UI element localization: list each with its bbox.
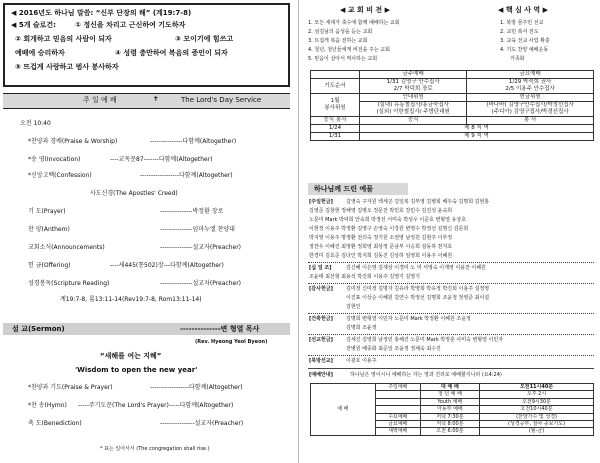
group-3-line-2: 이진표 이상순 이혜원 김연수 박정선 김명희 조윤정 정영준 최이설 [346, 295, 490, 301]
group-1-line-6: 정찬우 이혜진 최영환 정희영 최상정 문남부 이승희 설동하 천지호 [309, 244, 453, 250]
vision-item-5: 5. 믿음이 살아서 역사하는 교회 [308, 56, 378, 62]
closing-item-2: *찬 송(Hymn) [28, 402, 67, 409]
sched-a-3 [376, 398, 421, 405]
offering-title: 하나님께 드린 예물 [314, 185, 373, 193]
prayer-next-1: 1/29 박숙희 권사 [508, 79, 552, 85]
slogan-heading: ◀ 5개 슬로건: [11, 21, 56, 29]
slogan-3: ③ 모이기에 힘쓰고 [175, 35, 234, 43]
duty-date-2: 1/31 [311, 133, 360, 141]
service-title-en: The Lord's Day Service [181, 96, 262, 104]
notice-label: [예배안내] [309, 372, 333, 378]
sermon-preacher-en: (Rev. Hyeong Yeol Byeon) [195, 339, 268, 345]
sched-c-4: 오전10시40분 [480, 406, 594, 413]
column-divider [298, 0, 299, 463]
sched-c-7: (월-금) [480, 428, 594, 435]
vision-item-4: 4. 청년, 청년들에게 비전을 주는 교회 [308, 47, 390, 53]
closing-item-3: 축 도(Benediction) [28, 420, 82, 427]
core-title: ◀ 핵 심 사 역 ▶ [498, 6, 548, 14]
roster-table [310, 70, 594, 141]
sched-c-1: 오전11시40분 [480, 384, 594, 391]
sched-b-6: 저녁 8:00분 [420, 421, 479, 428]
worship-schedule-table [310, 383, 594, 436]
slogan-2: ② 회개하고 믿음의 사람이 되자 [15, 35, 112, 43]
sched-a-1: 주일예배 [376, 384, 421, 391]
usher-next-1: (바나바) 김영구안수집사/박정선집사 [486, 102, 574, 108]
group-4-line-2: 김명희 조윤정 [346, 325, 377, 331]
group-2-line-2: 조윤태 최선형 최용석 박진희 이용주 김영기 김영기 [309, 274, 420, 280]
divider-1 [308, 262, 594, 263]
sched-b-7: 오전 6:00분 [420, 428, 479, 435]
slogan-4: ④ 성령 충만하여 복음의 증인이 되자 [115, 49, 228, 57]
roster-col-next: 금요예배 [467, 71, 594, 79]
order-item-5: 기 도(Prayer) [28, 208, 66, 215]
motto-heading: ◀ 2016년도 하나님 말씀: “신부 단장의 해” (계19:7-8) [11, 9, 192, 17]
usher-label-1: 1월 [330, 98, 340, 104]
closing-leader-2: -----주기도문(The Lord's Prayer)-----다함께(Altogether) [78, 402, 234, 409]
group-2-line-1: 김신혜 이은영 김재상 이경미 노 미 서영숙 이재영 이용찬 이혜원 [346, 265, 486, 271]
vision-title: ◀ 교 회 비 전 ▶ [340, 6, 390, 14]
duty-head-2: 봉 사 [467, 117, 594, 125]
sched-a-2 [376, 391, 421, 398]
sermon-title: “새해를 여는 지혜” [100, 352, 162, 360]
sched-c-3: 오전9시30분 [480, 398, 594, 405]
sermon-title-en: 'Wisdom to open the new year' [75, 366, 198, 374]
group-6-line-1: 이광호 이용주 [346, 358, 377, 364]
vision-item-2: 2. 섬김님의 음성을 듣는 교회 [308, 29, 373, 35]
usher-next-head: 헌금위원 [467, 94, 594, 102]
sched-c-6: (성경공부, 철야 중보기도) [480, 421, 594, 428]
core-item-4: 4. 기도 찬양 예배운동 [500, 47, 549, 53]
group-label-2: [십 일 조] [309, 265, 332, 271]
order-leader-2: ----교독문87-------다함께(Altogether) [110, 156, 213, 163]
service-time: 오전 10:40 [20, 120, 51, 127]
usher-next-2: (주디아) 김영구집사/박경선집사 [491, 109, 569, 115]
duty-team-1: 제 8 지 역 [360, 125, 594, 133]
scripture-reference: 계19:7-8, 롬13:11-14(Rev19:7-8, Rom13:11-14) [60, 296, 202, 303]
cross-icon: ✝ [153, 95, 159, 103]
vision-item-1: 1. 모든 세대가 축수에 함께 예배하는 교회 [308, 20, 400, 26]
sched-a-6: 금요예배 [376, 421, 421, 428]
sermon-label: 설 교(Sermon) [12, 325, 65, 333]
notice-text: 하나님은 영이시니 예배하는 자는 영과 진리로 예배할지니라 (요4:24) [350, 372, 502, 378]
group-5-line-2: 전병원 배종화 최준일 조윤정 정채숙 최수진 [346, 346, 441, 352]
slogan-5: ⑤ 뜨겁게 사랑하고 범사 봉사하자 [15, 63, 119, 71]
core-item-3: 3. 교육 선교 사업 확충 [500, 38, 550, 44]
core-item-5: 가족화 [510, 56, 525, 62]
group-label-5: [선교헌금] [309, 337, 333, 343]
order-leader-7: ---------------설교자(Preacher) [160, 244, 242, 251]
slogan-1: ① 정신을 차리고 근신하여 기도하자 [75, 21, 186, 29]
group-1-line-2: 김영준 김창현 정해영 김병오 정문찬 박민호 강민수 김진성 윤숙희 [309, 208, 453, 214]
divider-4 [308, 334, 594, 335]
sched-a-5: 수요예배 [376, 413, 421, 420]
sched-b-1: 대 예 배 [420, 384, 479, 391]
order-item-2: *송 영(Invocation) [28, 156, 81, 163]
duty-label: 중식 봉사 [311, 117, 360, 125]
group-1-line-1: 김영숙 구자원 백세곤 김일복 김부영 김병희 배우숙 김명희 김현홍 [346, 199, 490, 205]
sched-c-2: 오후 2시 [480, 391, 594, 398]
order-item-7: 교회소식(Announcements) [28, 244, 105, 251]
order-leader-5: ---------------박정환 장로 [160, 208, 224, 215]
sched-b-3: Youth 예배 [420, 398, 479, 405]
group-4-line-1: 김명희 변형열 이민자 노문미 Mark 박정환 이혜원 조윤정 [346, 316, 471, 322]
order-leader-9: ---------------설교자(Preacher) [160, 280, 242, 287]
usher-this-head: 안내위원 [360, 94, 467, 102]
order-item-8: 헌 금(Offering) [28, 262, 71, 269]
group-5-line-1: 김세진 김영희 남정민 홍혜진 노문미 Mark 박정훈 사미숙 변형열 이민자 [346, 337, 504, 343]
order-item-4: 사도신경(The Apostles' Creed) [90, 190, 178, 197]
order-leader-6: ---------------임마누엘 찬양대 [160, 226, 235, 233]
usher-label-2: 봉사위원 [324, 105, 346, 111]
closing-leader-3: ----------------설교자(Preacher) [160, 420, 244, 427]
group-3-line-1: 김미정 신미정 김명자 김유라 박영희 박유정 박진희 이용주 설정영 [346, 286, 490, 292]
group-label-1: [주일헌금] [309, 199, 333, 205]
motto-box [3, 3, 290, 87]
duty-date-1: 1/24 [311, 125, 360, 133]
sched-b-2: 청 년 예 배 [420, 391, 479, 398]
group-1-line-5: 박지영 이용주 명정환 전의숙 정기원 소권영 남정원 김현주 이부정 [309, 235, 453, 241]
order-leader-3: ------------------다함께(Altogether) [140, 172, 233, 179]
prayer-this-2: 2/7 박덕희 장로 [393, 86, 433, 92]
usher-this-2: (실외) 이한철집사/ 주방단대원 [376, 109, 450, 115]
schedule-label: 예 배 [311, 384, 376, 436]
sched-c-5: (찬양가수 및 성경) [480, 413, 594, 420]
sched-b-5: 저녁 7:30분 [420, 413, 479, 420]
group-label-3: [감사헌금] [309, 286, 333, 292]
group-1-line-4: 이현정 이용주 박정환 김영구 손영숙 이강원 변영수 박정선 김명신 김문희 [309, 226, 469, 232]
core-item-2: 2. 교민 복서 전도 [500, 29, 539, 35]
core-item-1: 1. 복방 꿈주민 선교 [500, 20, 544, 26]
duty-team-2: 제 9 지 역 [360, 133, 594, 141]
sermon-preacher: --------------변 형열 목사 [180, 325, 260, 333]
order-leader-8: ----새445(통502)장---다함께(Altogether) [110, 262, 224, 269]
group-label-4: [건축헌금] [309, 316, 333, 322]
sched-b-4: 아동부 예배 [420, 406, 479, 413]
service-title: 주 일 예 배 [83, 96, 117, 104]
closing-leader-1: ------------------다함께(Altogether) [150, 384, 243, 391]
prayer-label: 기도순서 [311, 79, 360, 94]
order-leader-1: ---------------다함께(Altogether) [150, 138, 237, 145]
sched-a-4 [376, 406, 421, 413]
usher-this-1: (실내) 유동철집사/홍금숙집사 [377, 102, 449, 108]
order-item-1: *찬양과 경배(Praise & Worship) [28, 138, 118, 145]
roster-col-this: 금주예배 [360, 71, 467, 79]
slogan-3b: 예배에 승리하자 [15, 49, 65, 57]
prayer-this-1: 1/31 김영구 안수집사 [386, 79, 440, 85]
duty-head-1: 중식 [360, 117, 467, 125]
order-item-3: *신앙고백(Confession) [28, 172, 92, 179]
divider-5 [308, 355, 594, 356]
group-1-line-3: 노문미 Mark 박덕희 안숙희 박정선 서미숙 박성우 이준호 변형열 유상호 [309, 217, 467, 223]
order-item-6: 찬 양(Anthem) [28, 226, 70, 233]
order-item-9: 성경봉독(Scripture Reading) [28, 280, 110, 287]
vision-item-3: 3. 뜨겁게 복음 전하는 교회 [308, 38, 368, 44]
closing-item-1: *찬양과 기도(Praise & Prayer) [28, 384, 113, 391]
prayer-next-2: 2/5 이용주 안수집사 [505, 86, 555, 92]
footnote: * 표는 일어서서 (The congregation shall rise.) [100, 446, 210, 452]
group-3-line-3: 김현인 [346, 304, 361, 310]
sched-a-7: 새벽예배 [376, 428, 421, 435]
divider-3 [308, 313, 594, 314]
group-1-line-7: 한경미 김효준 김다인 박지희 김동진 김상하 임영희 이용주 이혜원 [309, 253, 453, 259]
divider-2 [308, 283, 594, 284]
service-title-bar [3, 93, 290, 109]
divider-6 [308, 368, 594, 369]
group-label-6: [북방선교] [309, 358, 333, 364]
